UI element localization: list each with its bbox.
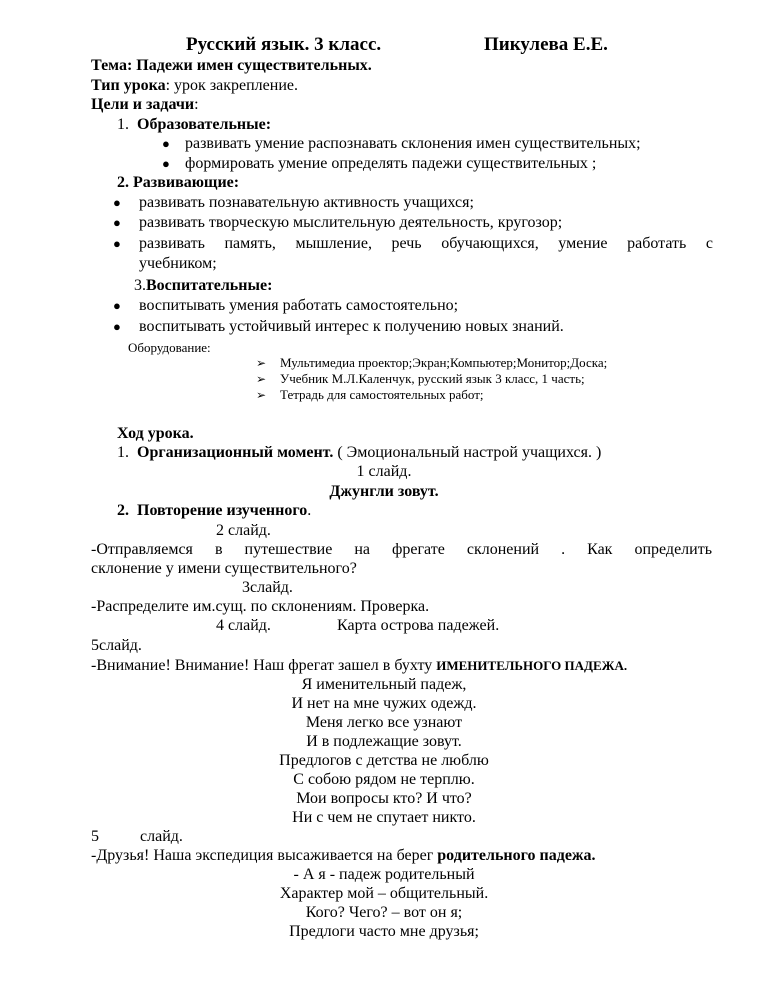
poem-line: Меня легко все узнают	[305, 714, 463, 731]
step1-line	[117, 443, 601, 462]
poem-line: Кого? Чего? – вот он я;	[305, 904, 463, 921]
developing-heading	[117, 173, 239, 192]
step2-title: Повторение изученного	[137, 502, 308, 519]
slide5b-label: слайд.	[140, 828, 183, 845]
list-item: развивать память, мышление, речь обучающихся, умение работать с	[139, 235, 713, 252]
equipment-label: Оборудование:	[128, 340, 211, 355]
attention-bold: ИМЕНИТЕЛЬНОГО ПАДЕЖА.	[436, 658, 628, 673]
list-item-continuation: учебником;	[139, 255, 217, 272]
poem-line: Мои вопросы кто? И что?	[296, 790, 472, 807]
goals-title	[91, 95, 199, 114]
educational-title: Образовательные:	[137, 116, 272, 133]
attention-line	[91, 656, 627, 675]
lesson-type-line	[91, 76, 298, 95]
poem-line: - А я - падеж родительный	[293, 866, 475, 883]
question1-line2: склонение у имени существительного?	[91, 560, 357, 577]
equipment-item: Мультимедиа проектор;Экран;Компьютер;Монитор;Доска;	[280, 355, 608, 370]
arrow-bullet-icon: ➢	[256, 372, 267, 386]
developing-num: 2	[117, 174, 125, 191]
poem-line: Предлоги часто мне друзья;	[289, 923, 479, 940]
list-item: формировать умение определять падежи существительных ;	[185, 155, 597, 172]
bullet-icon: ●	[113, 319, 121, 334]
step2-num: 2.	[117, 502, 129, 519]
slide1-label: 1 слайд.	[356, 463, 412, 480]
slide5a-label: 5слайд.	[91, 637, 142, 654]
educational-heading	[117, 115, 271, 134]
step2-dot: .	[307, 502, 312, 519]
bullet-icon: ●	[113, 298, 121, 313]
educational-num: 1.	[117, 116, 129, 133]
friends-text: -Друзья! Наша экспедиция высаживается на берег	[91, 847, 438, 864]
goals-colon: :	[194, 96, 199, 113]
bullet-icon: ●	[113, 195, 121, 210]
list-item: развивать познавательную активность учащихся;	[139, 194, 474, 211]
lesson-title: Ход урока.	[117, 425, 194, 442]
step1-note: ( Эмоциональный настрой учащихся. )	[333, 444, 602, 461]
poem-line: И в подлежащие зовут.	[306, 733, 462, 750]
slide4-caption: Карта острова падежей.	[337, 617, 500, 634]
question1-line1: -Отправляемся в путешествие на фрегате склонений . Как определить	[91, 541, 712, 558]
author-name: Пикулева Е.Е.	[484, 34, 608, 55]
upbringing-heading	[134, 276, 272, 295]
equipment-item: Тетрадь для самостоятельных работ;	[280, 387, 484, 402]
list-item: развивать творческую мыслительную деятельность, кругозор;	[139, 214, 563, 231]
poem-line: Характер мой – общительный.	[279, 885, 489, 902]
jungle-heading: Джунгли зовут.	[329, 483, 439, 500]
bullet-icon: ●	[162, 156, 170, 171]
upbringing-num: 3.	[134, 277, 146, 294]
list-item: воспитывать устойчивый интерес к получению новых знаний.	[139, 318, 564, 335]
poem-line: И нет на мне чужих одежд.	[291, 695, 477, 712]
subject-title: Русский язык. 3 класс.	[186, 34, 382, 55]
friends-bold: родительного падежа.	[437, 847, 596, 864]
arrow-bullet-icon: ➢	[256, 388, 267, 402]
slide4-label: 4 слайд.	[216, 617, 271, 634]
developing-title: . Развивающие:	[125, 174, 240, 191]
slide5b-num: 5	[91, 828, 99, 845]
step1-title: Организационный момент.	[137, 444, 334, 461]
step1-num: 1.	[117, 444, 129, 461]
lesson-type-label: Тип урока	[91, 77, 166, 94]
slide2-label: 2 слайд.	[216, 522, 271, 539]
arrow-bullet-icon: ➢	[256, 356, 267, 370]
step2-line	[117, 501, 311, 520]
poem-line: Я именительный падеж,	[301, 676, 467, 693]
bullet-icon: ●	[113, 215, 121, 230]
poem-line: С собою рядом не терплю.	[293, 771, 475, 788]
theme-line: Тема: Падежи имен существительных.	[91, 57, 372, 74]
poem-line: Ни с чем не спутает никто.	[292, 809, 476, 826]
bullet-icon: ●	[162, 136, 170, 151]
bullet-icon: ●	[113, 236, 121, 251]
equipment-item: Учебник М.Л.Каленчук, русский язык 3 класс, 1 часть;	[280, 371, 585, 386]
attention-text: -Внимание! Внимание! Наш фрегат зашел в бухту	[91, 657, 437, 674]
list-item: развивать умение распознавать склонения имен существительных;	[185, 135, 641, 152]
slide3-label: 3слайд.	[242, 579, 293, 596]
poem-line: Предлогов с детства не люблю	[279, 752, 489, 769]
question2: -Распределите им.сущ. по склонениям. Проверка.	[91, 598, 430, 615]
goals-label: Цели и задачи	[91, 96, 195, 113]
lesson-type-value: : урок закрепление.	[165, 77, 298, 94]
list-item: воспитывать умения работать самостоятельно;	[139, 297, 459, 314]
upbringing-title: Воспитательные:	[146, 277, 273, 294]
friends-line	[91, 846, 596, 865]
